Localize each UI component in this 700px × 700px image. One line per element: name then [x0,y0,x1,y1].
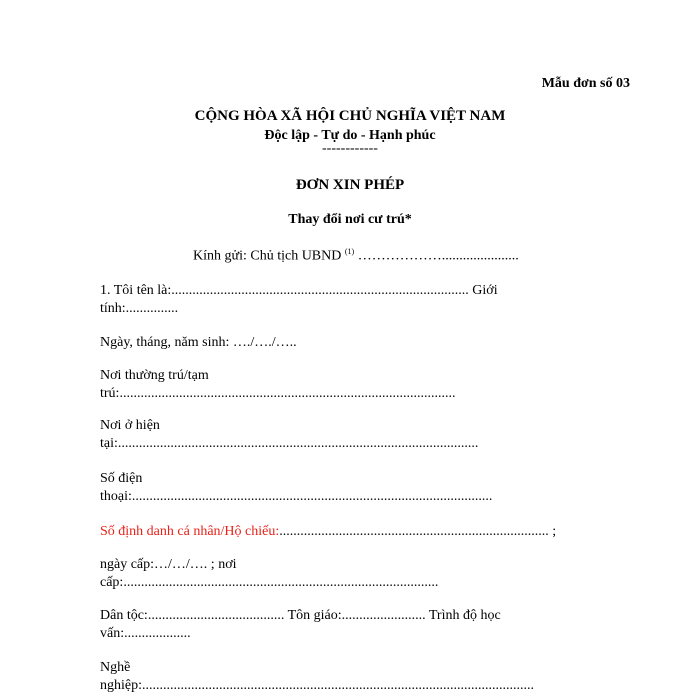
recipient-label: Kính gửi: Chủ tịch UBND [193,248,342,264]
national-motto: Độc lập - Tự do - Hạnh phúc [264,128,436,143]
field-ethnic-line1: Dân tộc:....................................... Tôn giáo:........................ Trình độ học [100,608,501,623]
field-name-gender [100,282,498,318]
field-name-line1: 1. Tôi tên là:..................................................................................... Giới [100,283,498,298]
field-current-line2: tại:....................................................................................................... [100,436,479,451]
field-id-dots: ............................................................................. ; [279,524,557,539]
field-phone [100,470,492,506]
field-name-line2: tính:............... [100,301,179,316]
field-issue-line1: ngày cấp:…/…/…. ; nơi [100,557,237,572]
field-id-number [100,523,556,541]
form-title: ĐƠN XIN PHÉP [295,177,405,193]
recipient-dots: ………………...................... [357,248,519,264]
form-number: Mẫu đơn số 03 [541,76,630,91]
field-residence [100,367,455,403]
field-id-label: Số định danh cá nhân/Hộ chiếu: [100,524,280,539]
national-title: CỘNG HÒA XÃ HỘI CHỦ NGHĨA VIỆT NAM [194,108,506,124]
field-issue-line2: cấp:.......................................................................................... [100,575,439,590]
field-job-line2: nghiệp:................................................................................................................ [100,678,534,693]
recipient-footnote: (1) [344,247,355,256]
field-ethnic-religion-education [100,607,501,643]
field-residence-line2: trú:................................................................................................ [100,386,456,401]
field-residence-line1: Nơi thường trú/tạm [100,368,209,383]
recipient-line [193,247,519,265]
field-current-address [100,417,478,453]
field-occupation [100,659,534,695]
field-issue [100,556,438,592]
header-rule: ------------ [322,141,378,156]
field-ethnic-line2: vấn:................... [100,626,191,641]
form-subtitle: Thay đổi nơi cư trú* [288,212,412,227]
field-current-line1: Nơi ở hiện [100,418,160,433]
field-dob: Ngày, tháng, năm sinh: …./…./….. [100,335,297,350]
field-phone-line2: thoại:....................................................................................................... [100,489,493,504]
field-phone-line1: Số điện [100,471,143,486]
field-job-line1: Nghề [100,660,131,675]
